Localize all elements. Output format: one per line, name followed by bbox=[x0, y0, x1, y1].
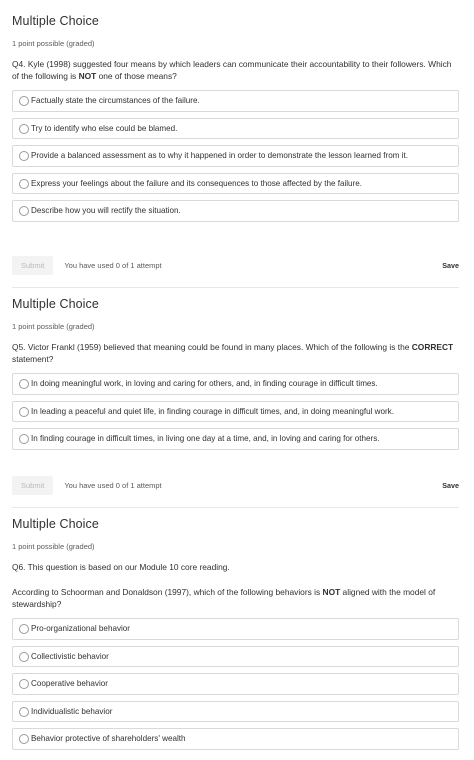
radio-button[interactable] bbox=[19, 624, 29, 634]
radio-button[interactable] bbox=[19, 96, 29, 106]
radio-button[interactable] bbox=[19, 179, 29, 189]
problem-points: 1 point possible (graded) bbox=[12, 39, 95, 48]
choice-label: Pro-organizational behavior bbox=[31, 624, 130, 633]
problem-title: Multiple Choice bbox=[12, 14, 99, 28]
choice-option[interactable] bbox=[12, 701, 459, 723]
question-text: Q4. Kyle (1998) suggested four means by which leaders can communicate their accountability to their followers. Which of the following is NOT one of those means? bbox=[12, 59, 452, 81]
choice-option[interactable] bbox=[12, 673, 459, 695]
question-text: According to Schoorman and Donaldson (1997), which of the following behaviors is NOT aligned with the model of stewardship? bbox=[12, 587, 436, 609]
choice-label: Collectivistic behavior bbox=[31, 651, 109, 661]
choice-option[interactable] bbox=[12, 173, 459, 195]
save-button[interactable]: Save bbox=[442, 481, 459, 490]
choice-label: In leading a peaceful and quiet life, in finding courage in difficult times, and, in doing meaningful work. bbox=[31, 406, 394, 416]
choice-option[interactable] bbox=[12, 145, 459, 167]
radio-button[interactable] bbox=[19, 379, 29, 389]
choice-label: Express your feelings about the failure and its consequences to those affected by the failure. bbox=[31, 178, 363, 188]
question-text: Q5. Victor Frankl (1959) believed that meaning could be found in many places. Which of the following is the CORRECT statement? bbox=[12, 342, 454, 364]
question-intro: Q6. This question is based on our Module 10 core reading. bbox=[12, 562, 230, 572]
radio-button[interactable] bbox=[19, 652, 29, 662]
choice-label: Factually state the circumstances of the failure. bbox=[31, 96, 200, 105]
submit-button[interactable]: Submit bbox=[12, 476, 53, 495]
problem-points: 1 point possible (graded) bbox=[12, 542, 95, 551]
problem-actions bbox=[12, 476, 459, 495]
problem-q4 bbox=[12, 14, 459, 222]
choice-option[interactable] bbox=[12, 90, 459, 112]
choice-option[interactable] bbox=[12, 618, 459, 640]
save-button[interactable]: Save bbox=[442, 261, 459, 270]
attempts-text: You have used 0 of 1 attempt bbox=[64, 481, 162, 490]
problem-actions bbox=[12, 256, 459, 275]
attempts-text: You have used 0 of 1 attempt bbox=[64, 261, 162, 270]
choice-option[interactable] bbox=[12, 118, 459, 140]
choice-option[interactable] bbox=[12, 401, 459, 423]
radio-button[interactable] bbox=[19, 407, 29, 417]
radio-button[interactable] bbox=[19, 707, 29, 717]
choice-label: Try to identify who else could be blamed. bbox=[31, 123, 178, 133]
choice-label: In finding courage in difficult times, in living one day at a time, and, in loving and caring for others. bbox=[31, 434, 380, 443]
divider bbox=[12, 287, 459, 288]
radio-button[interactable] bbox=[19, 434, 29, 444]
choice-label: Behavior protective of shareholders' wealth bbox=[31, 734, 186, 743]
radio-button[interactable] bbox=[19, 124, 29, 134]
submit-button[interactable]: Submit bbox=[12, 256, 53, 275]
choice-option[interactable] bbox=[12, 646, 459, 668]
problem-q5 bbox=[12, 297, 459, 450]
choice-label: Describe how you will rectify the situation. bbox=[31, 206, 181, 215]
problem-q6 bbox=[12, 517, 459, 750]
choice-option[interactable] bbox=[12, 428, 459, 450]
choice-label: Cooperative behavior bbox=[31, 679, 108, 688]
radio-button[interactable] bbox=[19, 679, 29, 689]
choice-list bbox=[12, 90, 459, 222]
radio-button[interactable] bbox=[19, 734, 29, 744]
problem-title: Multiple Choice bbox=[12, 517, 99, 531]
radio-button[interactable] bbox=[19, 206, 29, 216]
choice-label: Provide a balanced assessment as to why it happened in order to demonstrate the lesson learned from it. bbox=[31, 151, 409, 160]
choice-option[interactable] bbox=[12, 373, 459, 395]
choice-list bbox=[12, 618, 459, 750]
divider bbox=[12, 507, 459, 508]
choice-label: In doing meaningful work, in loving and caring for others, and, in finding courage in difficult times. bbox=[31, 379, 378, 388]
choice-list bbox=[12, 373, 459, 450]
problem-title: Multiple Choice bbox=[12, 297, 99, 311]
choice-option[interactable] bbox=[12, 200, 459, 222]
choice-label: Individualistic behavior bbox=[31, 706, 113, 716]
radio-button[interactable] bbox=[19, 151, 29, 161]
problem-points: 1 point possible (graded) bbox=[12, 322, 95, 331]
choice-option[interactable] bbox=[12, 728, 459, 750]
